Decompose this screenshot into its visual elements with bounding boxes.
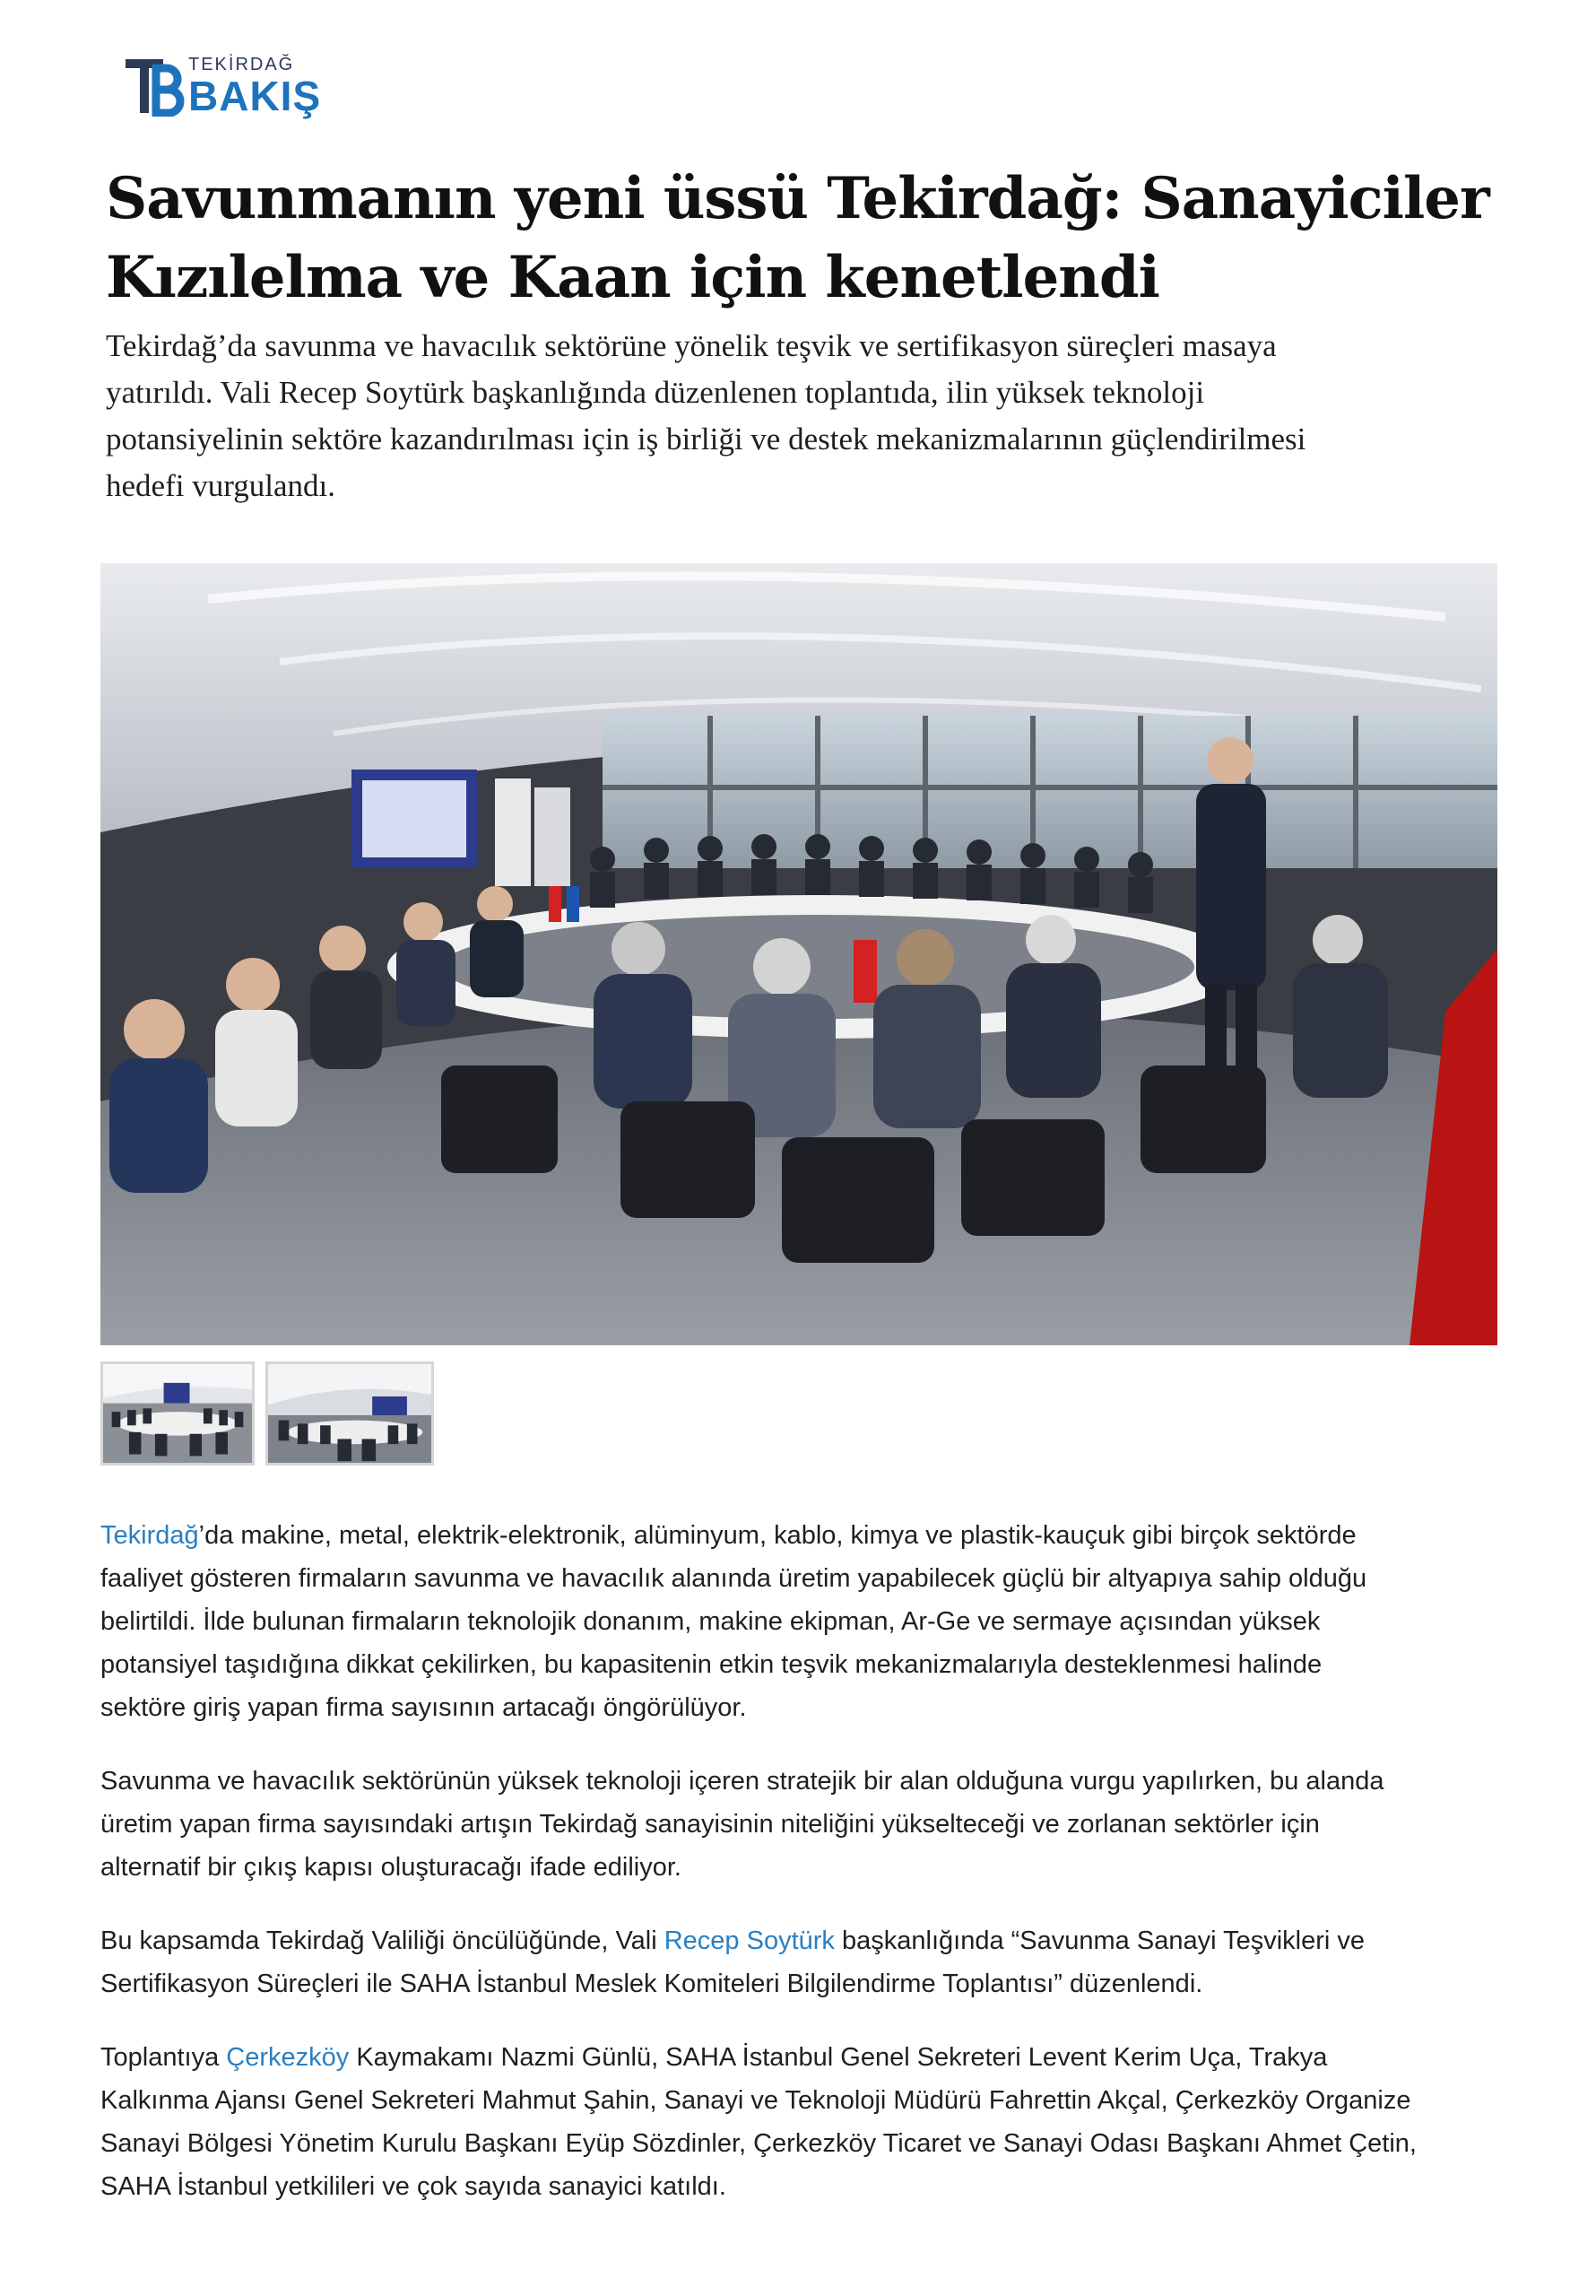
thumbnail-strip [100, 1361, 434, 1465]
article-title-line: Kızılelma ve Kaan için kenetlendi [106, 244, 1159, 311]
logo-text [188, 56, 321, 117]
article-title [106, 160, 1540, 317]
paragraph-line: Sanayi Bölgesi Yönetim Kurulu Başkanı Eyüp Sözdinler, Çerkezköy Ticaret ve Sanayi Odası Başkanı Ahmet Çetin, [100, 2129, 1417, 2158]
paragraph-2 [100, 1760, 1499, 1889]
article-summary [106, 323, 1540, 509]
logo-small-text: TEKİRDAĞ [188, 55, 295, 74]
article-title-line: Savunmanın yeni üssü Tekirdağ: Sanayiciler [106, 165, 1489, 232]
paragraph-line: alternatif bir çıkış kapısı oluşturacağı ifade ediliyor. [100, 1853, 681, 1882]
paragraph-line: faaliyet gösteren firmaların savunma ve havacılık alanında üretim yapabilecek güçlü bir altyapıya sahip olduğu [100, 1564, 1367, 1593]
paragraph-line [100, 2036, 1499, 2079]
hero-image[interactable] [100, 563, 1497, 1345]
thumbnail-1[interactable] [100, 1361, 255, 1465]
meeting-photo-icon [100, 563, 1497, 1345]
paragraph-text: Kaymakamı Nazmi Günlü, SAHA İstanbul Genel Sekreteri Levent Kerim Uça, Trakya [349, 2043, 1328, 2072]
paragraph-line: SAHA İstanbul yetkilileri ve çok sayıda sanayici katıldı. [100, 2172, 726, 2201]
paragraph-line: sektöre giriş yapan firma sayısının artacağı öngörülüyor. [100, 1693, 747, 1722]
logo-tb-icon [126, 56, 185, 117]
paragraph-text: Toplantıya [100, 2043, 227, 2072]
paragraph-text: başkanlığında “Savunma Sanayi Teşvikleri ve [834, 1926, 1365, 1955]
thumbnail-2[interactable] [265, 1361, 434, 1465]
paragraph-line [100, 1919, 1499, 1962]
paragraph-3 [100, 1919, 1499, 2005]
logo-big-text: BAKIŞ [188, 73, 322, 119]
paragraph-line: üretim yapan firma sayısındaki artışın Tekirdağ sanayisinin niteliğini yükselteceği ve zorlanan sektörler için [100, 1810, 1320, 1839]
summary-line: Tekirdağ’da savunma ve havacılık sektörüne yönelik teşvik ve sertifikasyon süreçleri masaya [106, 328, 1277, 363]
link-tekirdag[interactable]: Tekirdağ [100, 1521, 199, 1550]
paragraph-1 [100, 1514, 1499, 1729]
link-cerkezkoy[interactable]: Çerkezköy [226, 2043, 350, 2072]
summary-line: yatırıldı. Vali Recep Soytürk başkanlığında düzenlenen toplantıda, ilin yüksek teknoloji [106, 375, 1205, 410]
paragraph-4 [100, 2036, 1499, 2208]
paragraph-text: Bu kapsamda Tekirdağ Valiliği öncülüğünde, Vali [100, 1926, 664, 1955]
paragraph-line: Sertifikasyon Süreçleri ile SAHA İstanbul Meslek Komiteleri Bilgilendirme Toplantısı” düzenlendi. [100, 1970, 1203, 1998]
paragraph-line [100, 1514, 1499, 1557]
site-logo[interactable] [126, 50, 321, 122]
meeting-thumbnail-2-icon [268, 1364, 431, 1463]
paragraph-text: ’da makine, metal, elektrik-elektronik, alüminyum, kablo, kimya ve plastik-kauçuk gibi birçok sektörde [198, 1521, 1357, 1550]
summary-line: potansiyelinin sektöre kazandırılması için iş birliği ve destek mekanizmalarının güçlendirilmesi [106, 422, 1306, 457]
paragraph-line: Savunma ve havacılık sektörünün yüksek teknoloji içeren stratejik bir alan olduğuna vurgu yapılırken, bu alanda [100, 1767, 1384, 1796]
summary-line: hedefi vurgulandı. [106, 468, 335, 503]
link-recep-soyturk[interactable]: Recep Soytürk [664, 1926, 835, 1955]
meeting-thumbnail-1-icon [103, 1364, 252, 1463]
paragraph-line: Kalkınma Ajansı Genel Sekreteri Mahmut Şahin, Sanayi ve Teknoloji Müdürü Fahrettin Akçal, Çerkezköy Organize [100, 2086, 1411, 2115]
paragraph-line: potansiyel taşıdığına dikkat çekilirken, bu kapasitenin etkin teşvik mekanizmalarıyla desteklenmesi halinde [100, 1650, 1323, 1679]
paragraph-line: belirtildi. İlde bulunan firmaların teknolojik donanım, makine ekipman, Ar-Ge ve sermaye açısından yüksek [100, 1607, 1321, 1636]
article-body [100, 1514, 1499, 2239]
